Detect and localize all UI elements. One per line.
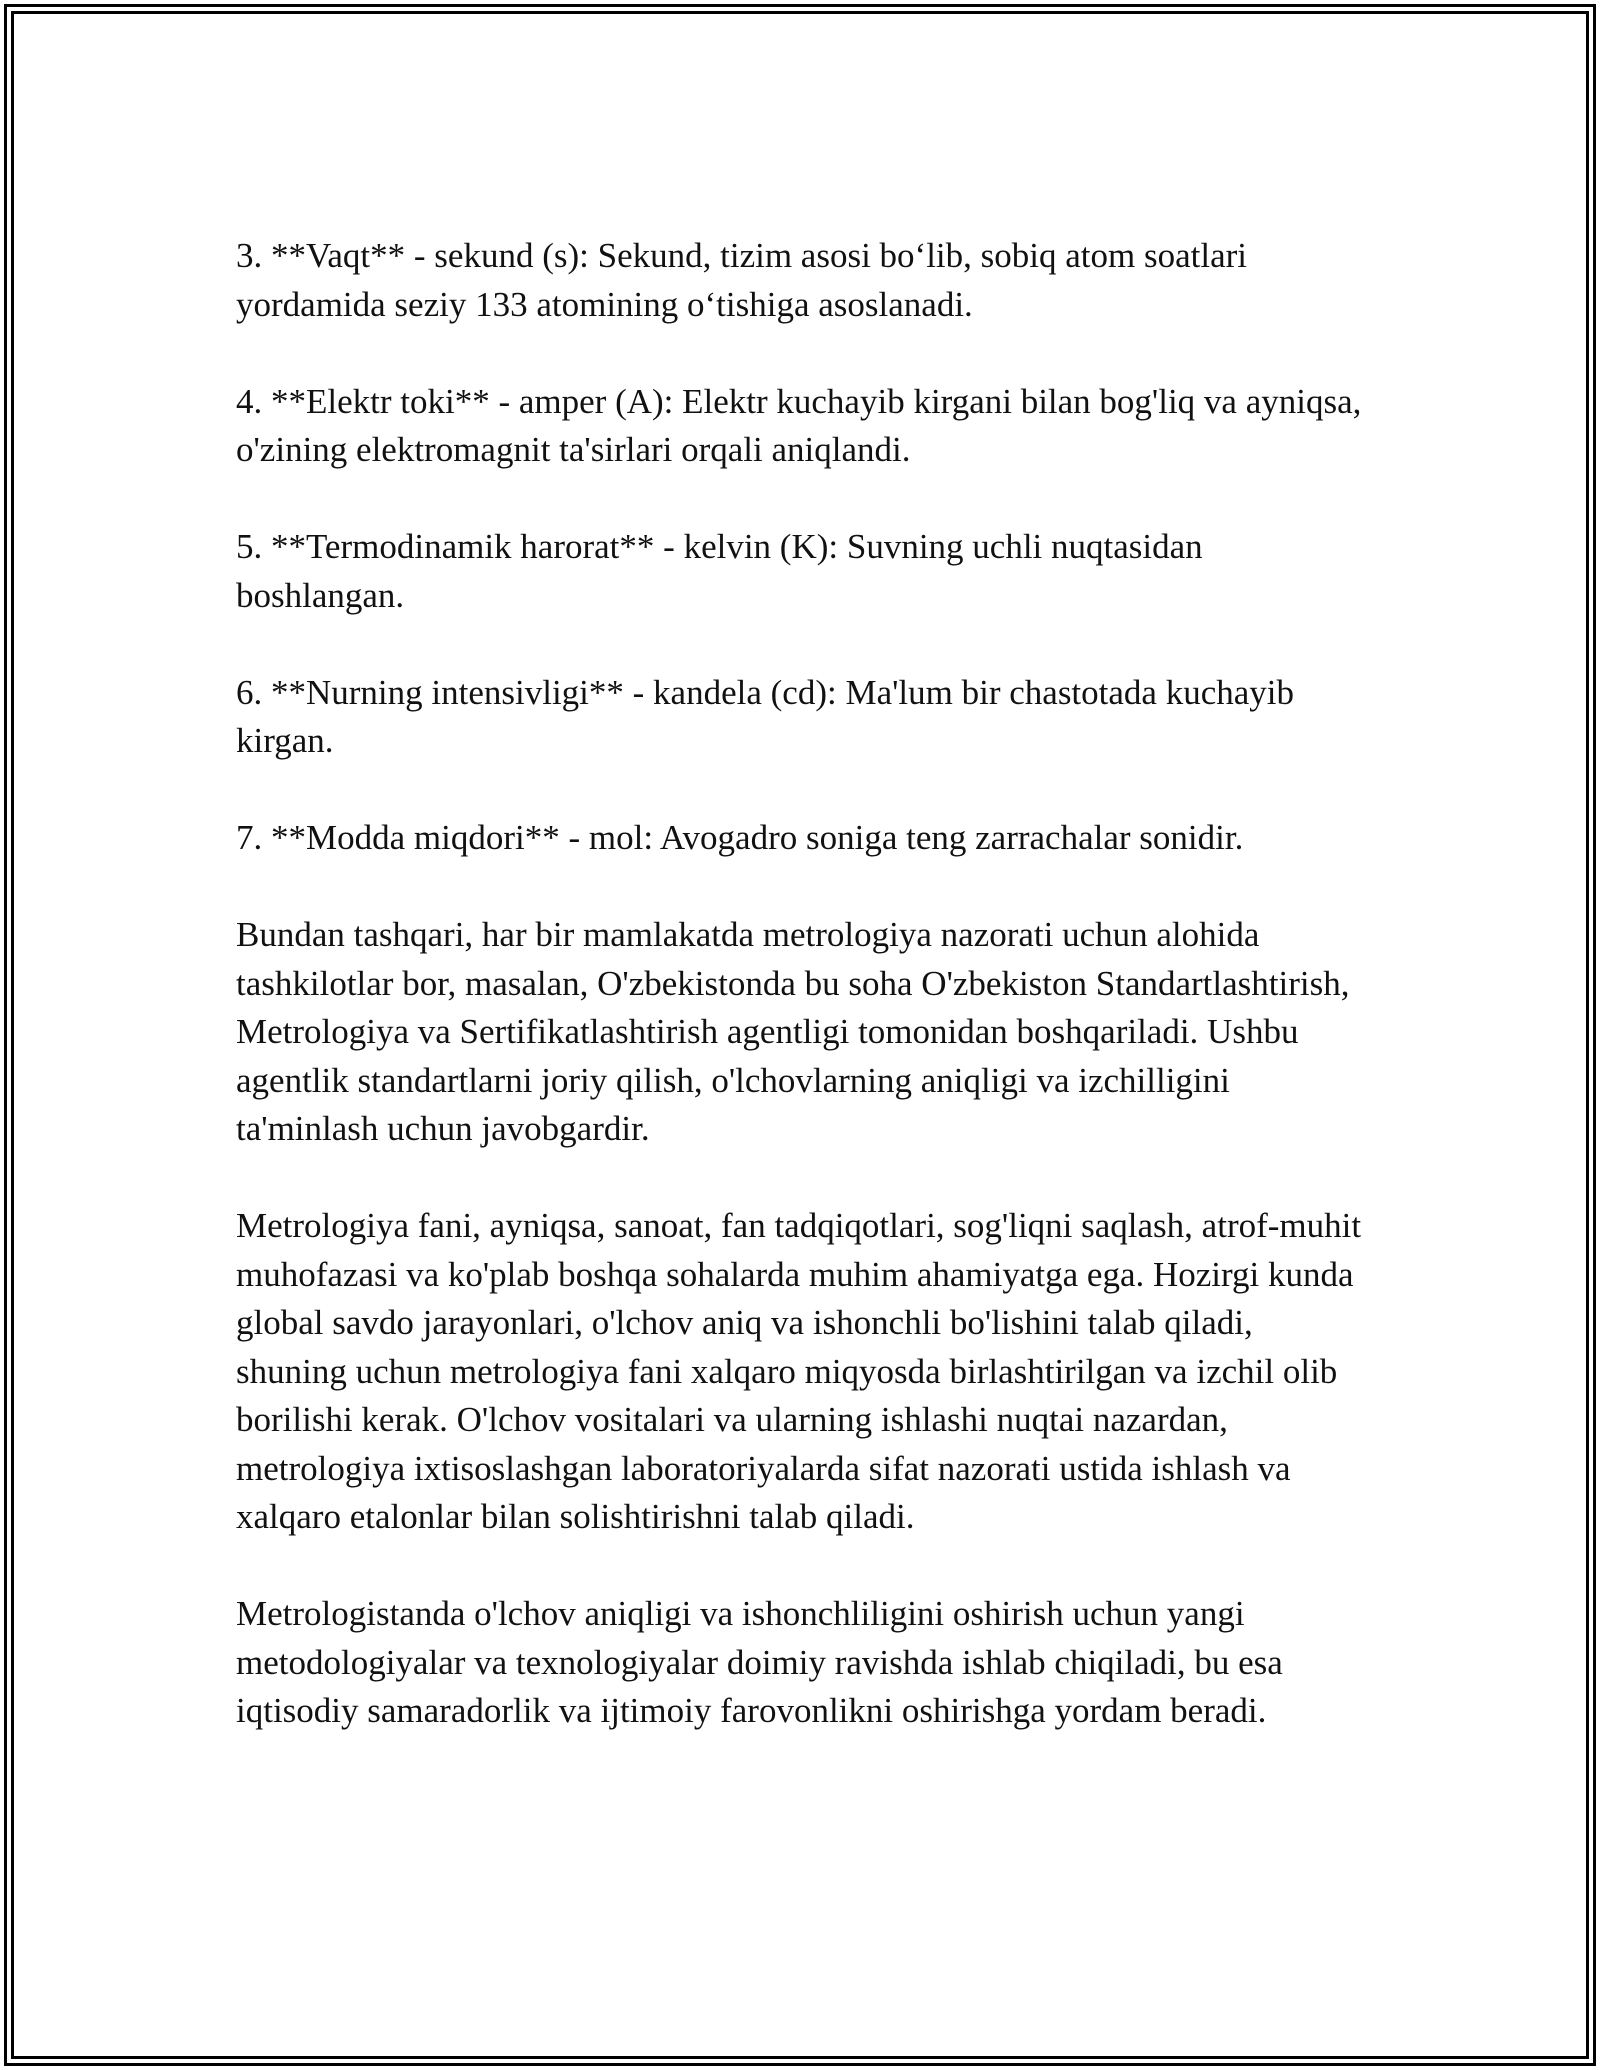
paragraph-termodinamik-harorat: 5. **Termodinamik harorat** - kelvin (K): Suvning uchli nuqtasidan boshlangan. <box>236 527 1203 615</box>
paragraph-elektr-toki: 4. **Elektr toki** - amper (A): Elektr kuchayib kirgani bilan bog'liq va ayniqsa, o'zining elektromagnit ta'sirlari orqali aniqlandi. <box>236 381 1362 469</box>
paragraph-metrologiya-nazorati: Bundan tashqari, har bir mamlakatda metrologiya nazorati uchun alohida tashkilotlar bor, masalan, O'zbekistonda bu soha O'zbekiston Standartlashtirish, Metrologiya va Sertifikatlashtirish agentligi tomonidan boshqariladi. Ushbu agentlik standartlarni joriy qilish, o'lchovlarning aniqligi va izchilligini ta'minlash uchun javobgardir. <box>236 915 1350 1148</box>
paragraph-modda-miqdori: 7. **Modda miqdori** - mol: Avogadro soniga teng zarrachalar sonidir. <box>236 818 1244 857</box>
paragraph-vaqt: 3. **Vaqt** - sekund (s): Sekund, tizim asosi bo‘lib, sobiq atom soatlari yordamida seziy 133 atomining o‘tishiga asoslanadi. <box>236 236 1248 324</box>
paragraph-nurning-intensivligi: 6. **Nurning intensivligi** - kandela (cd): Ma'lum bir chastotada kuchayib kirgan. <box>236 672 1294 760</box>
document-body <box>236 232 1366 1736</box>
paragraph-metrologiya-fani: Metrologiya fani, ayniqsa, sanoat, fan tadqiqotlari, sog'liqni saqlash, atrof-muhit muhofazasi va ko'plab boshqa sohalarda muhim ahamiyatga ega. Hozirgi kunda global savdo jarayonlari, o'lchov aniq va ishonchli bo'lishini talab qiladi, shuning uchun metrologiya fani xalqaro miqyosda birlashtirilgan va izchil olib borilishi kerak. O'lchov vositalari va ularning ishlashi nuqtai nazardan, metrologiya ixtisoslashgan laboratoriyalarda sifat nazorati ustida ishlash va xalqaro etalonlar bilan solishtirishni talab qiladi. <box>236 1206 1362 1536</box>
paragraph-metrologistanda: Metrologistanda o'lchov aniqligi va ishonchliligini oshirish uchun yangi metodologiyalar va texnologiyalar doimiy ravishda ishlab chiqiladi, bu esa iqtisodiy samaradorlik va ijtimoiy farovonlikni oshirishga yordam beradi. <box>236 1594 1283 1730</box>
